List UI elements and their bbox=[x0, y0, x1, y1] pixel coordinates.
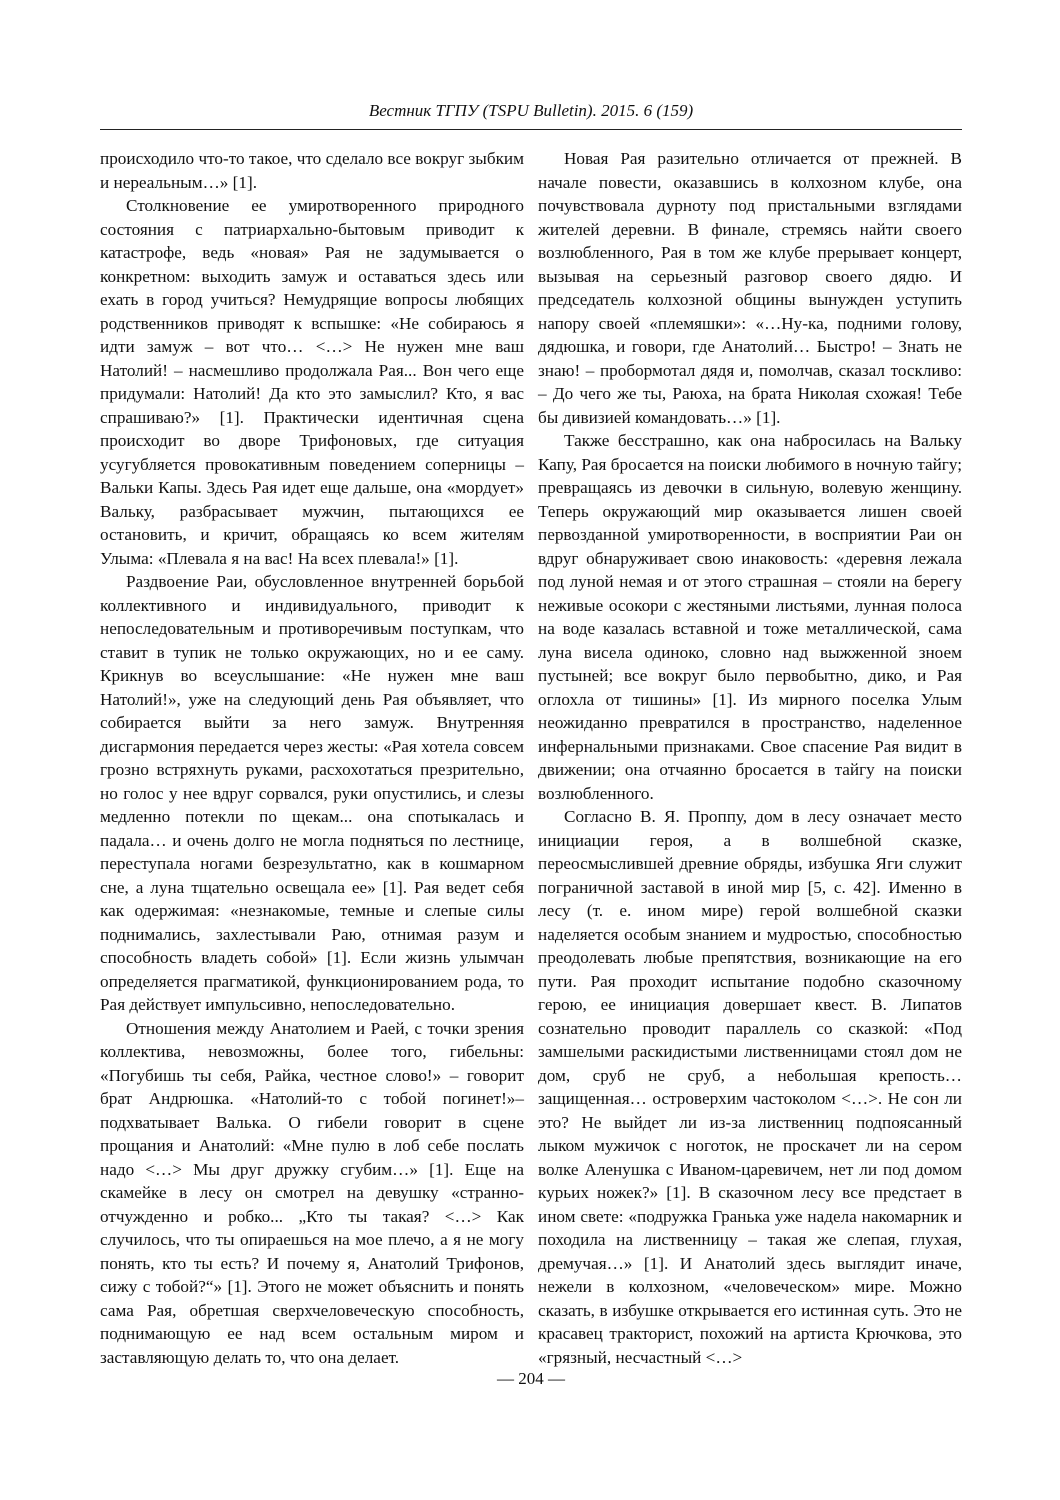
paragraph: Также бесстрашно, как она набросилась на Вальку Капу, Рая бросается на поиски любимого в ночную тайгу; превращаясь из девочки в сильную, волевую женщину. Теперь окружающий мир оказывается лишен своей первозданной умиротворенности, в восприятии Раи он вдруг обнаруживает свою инаковость: «деревня лежала под луной немая и от этого страшная – стояли на берегу неживые осокори с жестяными листьями, лунная полоса на воде казалась вставной и тоже металлической, сама луна висела одиноко, словно над выжженной зноем пустыней; все вокруг было первобытно, дико, и Рая оглохла от тишины» [1]. Из мирного поселка Улым неожиданно превратился в пространство, наделенное инфернальными признаками. Свое спасение Рая видит в движении; она отчаянно бросается в тайгу на поиски возлюбленного. bbox=[538, 431, 962, 803]
left-column bbox=[100, 147, 524, 1369]
right-column bbox=[538, 147, 962, 1369]
running-header: Вестник ТГПУ (TSPU Bulletin). 2015. 6 (159) bbox=[368, 101, 694, 120]
page-number: — 204 — bbox=[497, 1369, 565, 1388]
paragraph: Согласно В. Я. Проппу, дом в лесу означает место инициации героя, а в волшебной сказке, переосмыслившей древние обряды, избушка Яги служит пограничной заставой в иной мир [5, с. 42]. Именно в лесу (т. е. ином мире) герой волшебной сказки наделяется особым знанием и мудростью, способностью преодолевать любые препятствия, возникающие на его пути. Рая проходит испытание подобно сказочному герою, ее инициация довершает квест. В. Липатов сознательно проводит параллель со сказкой: «Под замшелыми раскидистыми лиственницами стоял дом не дом, сруб не сруб, а небольшая крепость… защищенная… островерхим частоколом <…>. Не сон ли это? Не выйдет ли из-за лиственниц подпоясанный лыком мужичок с ноготок, не проскачет ли на сером волке Аленушка с Иваном-царевичем, нет ли под домом курьих ножек?» [1]. В сказочном лесу все предстает в ином свете: «подружка Гранька уже надела накомарник и походила на лиственницу – такая же слепая, глухая, дремучая…» [1]. И Анатолий здесь выглядит иначе, нежели в колхозном, «человеческом» мире. Можно сказать, в избушке открывается его истинная суть. Это не красавец тракторист, похожий на артиста Крючкова, это «грязный, несчастный <…> bbox=[538, 807, 962, 1367]
paragraph: происходило что-то такое, что сделало все вокруг зыбким и нереальным…» [1]. bbox=[100, 149, 524, 192]
paragraph: Отношения между Анатолием и Раей, с точки зрения коллектива, невозможны, более того, гибельны: «Погубишь ты себя, Райка, честное слово!» – говорит брат Андрюшка. «Натолий-то с тобой погинет!»– подхватывает Валька. О гибели говорит в сцене прощания и Анатолий: «Мне пулю в лоб себе послать надо <…> Мы друг дружку сгубим…» [1]. Еще на скамейке в лесу он смотрел на девушку «странно-отчужденно и робко... „Кто ты такая? <…> Как случилось, что ты опираешься на мое плечо, а я не могу понять, кто ты есть? И почему я, Анатолий Трифонов, сижу с тобой?“» [1]. Этого не может объяснить и понять сама Рая, обретшая сверхчеловеческую способность, поднимающую ее над всем остальным миром и заставляющую делать то, что она делает. bbox=[100, 1018, 524, 1367]
paragraph: Столкновение ее умиротворенного природного состояния с патриархально-бытовым приводит к катастрофе, ведь «новая» Рая не задумывается о конкретном: выходить замуж и оставаться здесь или ехать в город учиться? Немудрящие вопросы любящих родственников приводят к вспышке: «Не собираюсь я идти замуж – вот что… <…> Не нужен мне ваш Натолий! – насмешливо продолжала Рая... Вон чего еще придумали: Натолий! Да кто это замыслил? Кто, я вас спрашиваю?» [1]. Практически идентичная сцена происходит во дворе Трифоновых, где ситуация усугубляется провокативным поведением соперницы – Вальки Капы. Здесь Рая идет еще дальше, она «мордует» Вальку, разбрасывает мужчин, пытающихся ее остановить, и кричит, обращаясь ко всем жителям Улыма: «Плевала я на вас! На всех плевала!» [1]. bbox=[100, 196, 524, 568]
paragraph: Раздвоение Раи, обусловленное внутренней борьбой коллективного и индивидуального, приводит к непоследовательным и противоречивым поступкам, что ставит в тупик не только окружающих, но и ее саму. Крикнув во всеуслышание: «Не нужен мне ваш Натолий!», уже на следующий день Рая объявляет, что собирается выйти за него замуж. Внутренняя дисгармония передается через жесты: «Рая хотела совсем грозно встряхнуть руками, расхохотаться презрительно, но голос у нее вдруг сорвался, руки опустились, и слезы медленно потекли по щекам... она спотыкалась и падала… и очень долго не могла подняться по лестнице, переступала ногами безрезультатно, как в кошмарном сне, а луна тщательно освещала ее» [1]. Рая ведет себя как одержимая: «незнакомые, темные и слепые силы поднимались, захлестывали Раю, отнимая разум и способность владеть собой» [1]. Если жизнь улымчан определяется прагматикой, функционированием рода, то Рая действует импульсивно, непоследовательно. bbox=[100, 572, 524, 1014]
header-rule bbox=[100, 129, 962, 130]
paragraph: Новая Рая разительно отличается от прежней. В начале повести, оказавшись в колхозном клубе, она почувствовала дурноту под пристальными взглядами жителей деревни. В финале, стремясь найти своего возлюбленного, Рая в том же клубе прерывает концерт, вызывая на серьезный разговор своего дядю. И председатель колхозной общины вынужден уступить напору своей «племяшки»: «…Ну-ка, подними голову, дядюшка, и говори, где Анатолий… Быстро! – Знать не знаю! – пробормотал дядя и, помолчав, сказал тоскливо: – До чего же ты, Раюха, на брата Николая схожая! Тебе бы дивизией командовать…» [1]. bbox=[538, 149, 962, 427]
